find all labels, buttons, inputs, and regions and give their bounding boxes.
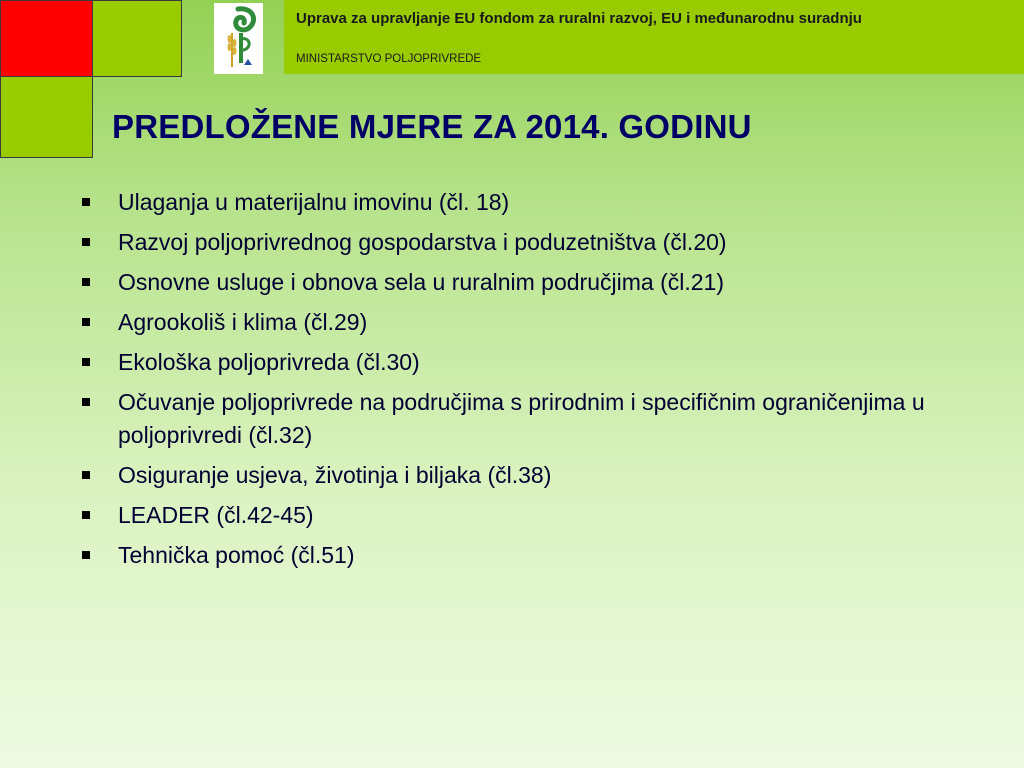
list-item-text: Očuvanje poljoprivrede na područjima s prirodnim i specifičnim ograničenjima u poljoprivredi (čl.32) xyxy=(118,389,925,448)
square-bullet-icon xyxy=(82,358,90,366)
square-bullet-icon xyxy=(82,198,90,206)
ministry-name: MINISTARSTVO POLJOPRIVREDE xyxy=(296,53,482,65)
list-item xyxy=(78,539,978,572)
list-item-text: Ekološka poljoprivreda (čl.30) xyxy=(118,349,420,375)
list-item xyxy=(78,226,978,259)
square-bullet-icon xyxy=(82,471,90,479)
header-band xyxy=(284,0,1024,74)
logo-graphic xyxy=(214,3,263,74)
slide-title: PREDLOŽENE MJERE ZA 2014. GODINU xyxy=(112,108,752,145)
square-bullet-icon xyxy=(82,238,90,246)
list-item-text: LEADER (čl.42-45) xyxy=(118,502,314,528)
organization-name: Uprava za upravljanje EU fondom za ruralni razvoj, EU i međunarodnu suradnju xyxy=(296,10,862,27)
square-bullet-icon xyxy=(82,551,90,559)
measures-list xyxy=(78,186,978,579)
list-item-text: Agrookoliš i klima (čl.29) xyxy=(118,309,368,335)
decor-red-square xyxy=(0,0,93,77)
square-bullet-icon xyxy=(82,318,90,326)
list-item xyxy=(78,266,978,299)
list-item-text: Osiguranje usjeva, životinja i biljaka (čl.38) xyxy=(118,462,552,488)
list-item-text: Osnovne usluge i obnova sela u ruralnim područjima (čl.21) xyxy=(118,269,724,295)
decor-green-square-top xyxy=(92,0,182,77)
square-bullet-icon xyxy=(82,278,90,286)
list-item xyxy=(78,186,978,219)
decor-green-square-left xyxy=(0,76,93,158)
square-bullet-icon xyxy=(82,398,90,406)
list-item-text: Tehnička pomoć (čl.51) xyxy=(118,542,355,568)
ministry-logo-icon xyxy=(214,3,263,74)
list-item xyxy=(78,499,978,532)
list-item xyxy=(78,386,978,452)
list-item xyxy=(78,346,978,379)
square-bullet-icon xyxy=(82,511,90,519)
list-item-text: Ulaganja u materijalnu imovinu (čl. 18) xyxy=(118,189,510,215)
list-item xyxy=(78,306,978,339)
list-item-text: Razvoj poljoprivrednog gospodarstva i poduzetništva (čl.20) xyxy=(118,229,727,255)
list-item xyxy=(78,459,978,492)
